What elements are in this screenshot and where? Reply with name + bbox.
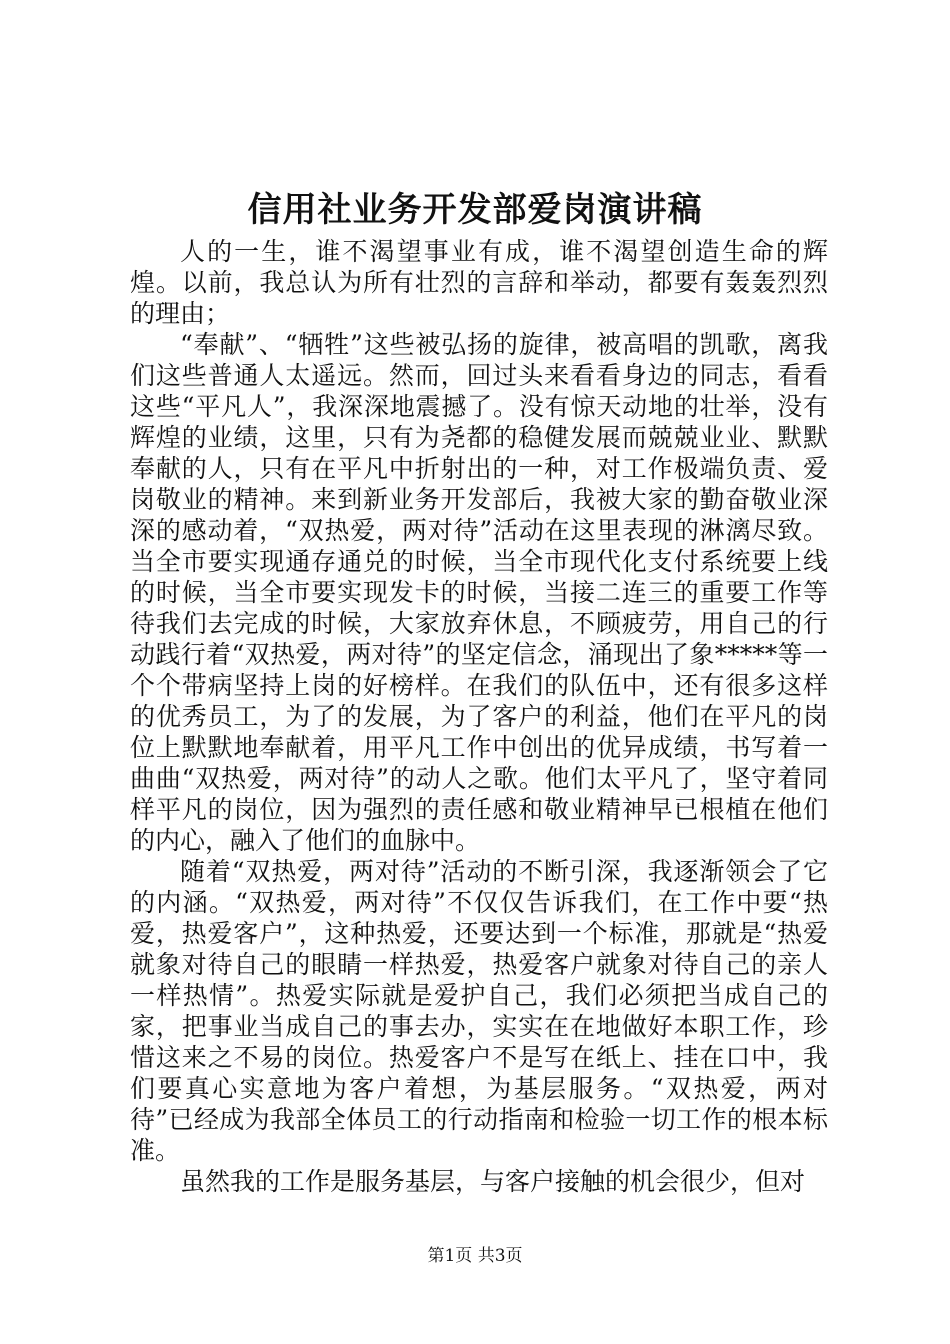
paragraph-2: “奉献”、“牺牲”这些被弘扬的旋律，被高唱的凯歌，离我们这些普通人太遥远。然而，回过头来看看身边的同志，看看这些“平凡人”，我深深地震撼了。没有惊天动地的壮举，没有辉煌的业绩，这里，只有为尧都的稳健发展而兢兢业业、默默奉献的人，只有在平凡中折射出的一种，对工作极端负责、爱岗敬业的精神。来到新业务开发部后，我被大家的勤奋敬业深深的感动着，“双热爱，两对待”活动在这里表现的淋漓尽致。当全市要实现通存通兑的时候，当全市现代化支付系统要上线的时候，当全市要实现发卡的时候，当接二连三的重要工作等待我们去完成的时候，大家放弃休息，不顾疲劳，用自己的行动践行着“双热爱，两对待”的坚定信念，涌现出了象*****等一个个带病坚持上岗的好榜样。在我们的队伍中，还有很多这样的优秀员工，为了的发展，为了客户的利益，他们在平凡的岗位上默默地奉献着，用平凡工作中创出的优异成绩，书写着一曲曲“双热爱，两对待”的动人之歌。他们太平凡了，坚守着同样平凡的岗位，因为强烈的责任感和敬业精神早已根植在他们的内心，融入了他们的血脉中。 bbox=[130, 330, 828, 855]
page-footer: 第1页 共3页 bbox=[427, 1246, 523, 1266]
document-title: 信用社业务开发部爱岗演讲稿 bbox=[247, 190, 703, 230]
paragraph-1: 人的一生，谁不渴望事业有成，谁不渴望创造生命的辉煌。以前，我总认为所有壮烈的言辞和举动，都要有轰轰烈烈的理由； bbox=[130, 237, 828, 328]
paragraph-3: 随着“双热爱，两对待”活动的不断引深，我逐渐领会了它的内涵。“双热爱，两对待”不仅仅告诉我们，在工作中要“热爱，热爱客户”，这种热爱，还要达到一个标准，那就是“热爱就象对待自己的眼睛一样热爱，热爱客户就象对待自己的亲人一样热情”。热爱实际就是爱护自己，我们必须把当成自己的家，把事业当成自己的事去办，实实在在地做好本职工作，珍惜这来之不易的岗位。热爱客户不是写在纸上、挂在口中，我们要真心实意地为客户着想，为基层服务。“双热爱，两对待”已经成为我部全体员工的行动指南和检验一切工作的根本标准。 bbox=[130, 857, 828, 1165]
document-body bbox=[130, 236, 828, 1197]
paragraph-4: 虽然我的工作是服务基层，与客户接触的机会很少，但对 bbox=[180, 1167, 806, 1196]
